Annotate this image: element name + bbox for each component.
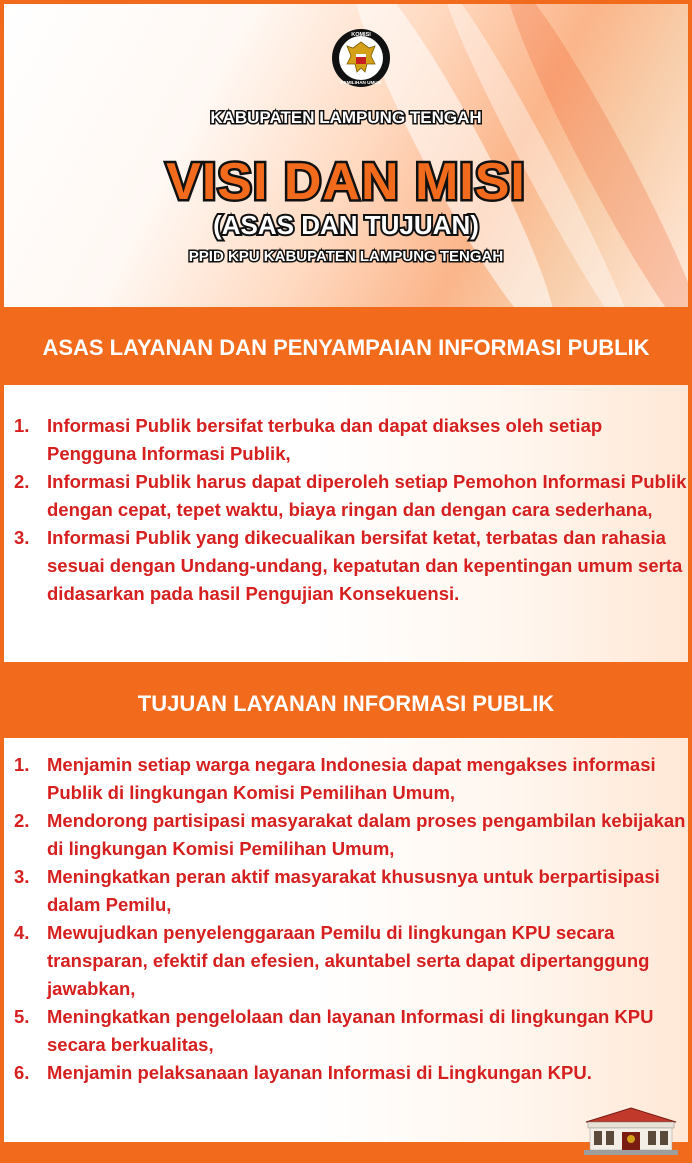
list-number: 1. <box>14 415 30 436</box>
list-item <box>14 919 688 1003</box>
kpu-logo-icon <box>331 24 391 92</box>
list-text: Menjamin setiap warga negara Indonesia dapat mengakses informasi Publik di lingkungan Komisi Pemilihan Umum, <box>47 754 656 803</box>
list-item <box>14 807 688 863</box>
section-heading-tujuan: TUJUAN LAYANAN INFORMASI PUBLIK <box>137 691 555 716</box>
list-number: 2. <box>14 471 30 492</box>
kabupaten-title: KABUPATEN LAMPUNG TENGAH <box>210 108 482 127</box>
logo-top-text: KOMISI <box>351 32 371 38</box>
list-text: Menjamin pelaksanaan layanan Informasi di Lingkungan KPU. <box>47 1062 592 1083</box>
tujuan-list <box>4 738 688 1087</box>
ppid-title: PPID KPU KABUPATEN LAMPUNG TENGAH <box>188 248 504 265</box>
list-number: 3. <box>14 866 30 887</box>
list-text: Informasi Publik bersifat terbuka dan dapat diakses oleh setiap Pengguna Informasi Publik, <box>47 415 603 464</box>
logo-bottom-text: PEMILIHAN UMUM <box>340 80 382 85</box>
section-heading-asas: ASAS LAYANAN DAN PENYAMPAIAN INFORMASI PUBLIK <box>42 335 650 360</box>
list-text: Mewujudkan penyelenggaraan Pemilu di lingkungan KPU secara transparan, efektif dan efesien, akuntabel serta dapat dipertanggung jawabkan, <box>47 922 650 999</box>
header-banner <box>4 4 688 307</box>
list-number: 2. <box>14 810 30 831</box>
list-text: Meningkatkan peran aktif masyarakat khususnya untuk berpartisipasi dalam Pemilu, <box>47 866 660 915</box>
kpu-building-icon <box>582 1106 680 1156</box>
list-item <box>14 1059 688 1087</box>
page-title: VISI DAN MISI <box>166 153 526 211</box>
list-item <box>14 751 688 807</box>
tujuan-panel <box>4 738 688 1142</box>
list-item <box>14 468 688 524</box>
page-subtitle: (ASAS DAN TUJUAN) <box>213 210 479 240</box>
list-number: 5. <box>14 1006 30 1027</box>
list-number: 4. <box>14 922 30 943</box>
list-text: Informasi Publik harus dapat diperoleh setiap Pemohon Informasi Publik dengan cepat, tepet waktu, biaya ringan dan dengan cara sederhana, <box>47 471 687 520</box>
list-text: Mendorong partisipasi masyarakat dalam proses pengambilan kebijakan di lingkungan Komisi Pemilihan Umum, <box>47 810 686 859</box>
list-item <box>14 524 688 608</box>
list-item <box>14 1003 688 1059</box>
list-text: Meningkatkan pengelolaan dan layanan Informasi di lingkungan KPU secara berkualitas, <box>47 1006 654 1055</box>
list-item <box>14 412 688 468</box>
list-item <box>14 863 688 919</box>
asas-list <box>4 385 688 608</box>
asas-panel <box>4 385 688 662</box>
list-text: Informasi Publik yang dikecualikan bersifat ketat, terbatas dan rahasia sesuai dengan Undang-undang, kepatutan dan kepentingan umum serta didasarkan pada hasil Pengujian Konsekuensi. <box>47 527 683 604</box>
list-number: 3. <box>14 527 30 548</box>
list-number: 1. <box>14 754 30 775</box>
list-number: 6. <box>14 1062 30 1083</box>
